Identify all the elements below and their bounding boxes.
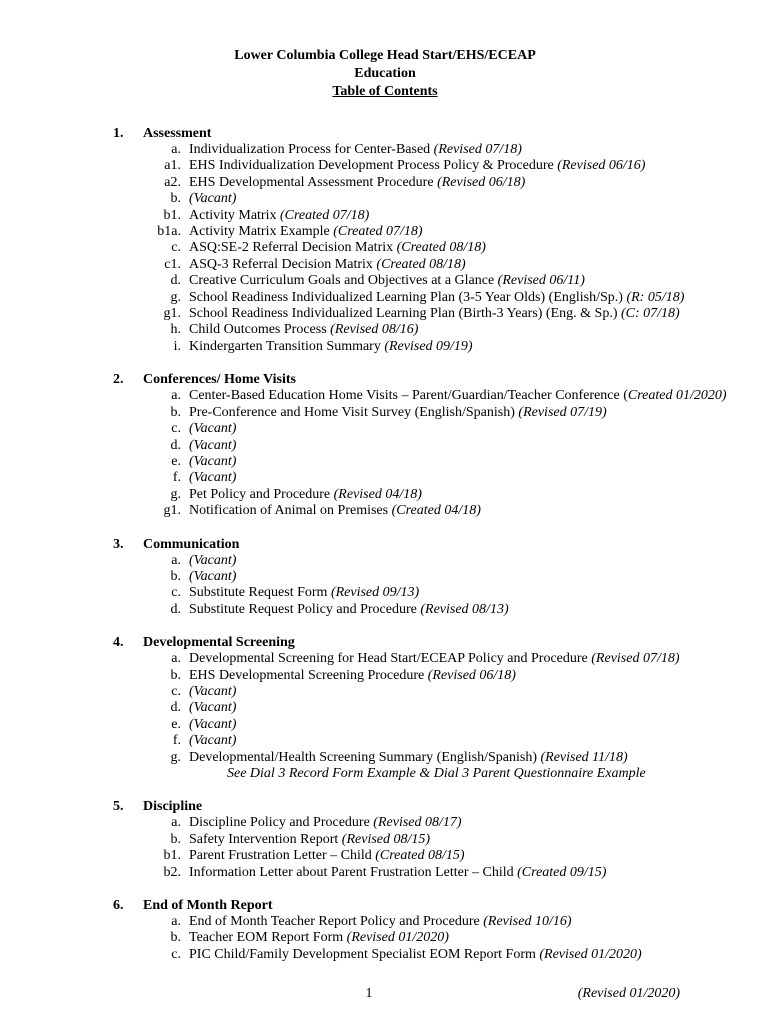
toc-item xyxy=(113,257,753,273)
item-revision: (Revised 06/18) xyxy=(427,667,516,683)
item-label: a. xyxy=(171,651,181,667)
item-revision: (Vacant) xyxy=(189,421,237,437)
item-entry xyxy=(189,651,753,667)
toc-item xyxy=(113,717,753,733)
item-revision: (Revised 11/18) xyxy=(540,749,628,765)
page-number: 1 xyxy=(365,986,373,1001)
toc-item xyxy=(113,569,753,585)
item-revision: (Created 08/18) xyxy=(376,256,466,272)
item-entry xyxy=(189,273,753,289)
item-label: i. xyxy=(173,338,181,354)
item-title: Developmental Screening for Head Start/ECEAP Policy and Procedure xyxy=(189,651,592,667)
item-entry xyxy=(189,503,753,519)
section-title: End of Month Report xyxy=(143,898,273,914)
toc-item xyxy=(113,930,753,946)
item-label: f. xyxy=(172,733,181,749)
item-entry xyxy=(189,733,753,749)
item-entry xyxy=(189,208,753,224)
item-entry xyxy=(189,224,753,240)
item-label: a1. xyxy=(164,158,181,174)
toc-item xyxy=(113,553,753,569)
item-entry xyxy=(189,668,753,684)
item-title: School Readiness Individualized Learning Plan (3-5 Year Olds) (English/Sp.) xyxy=(189,289,627,305)
toc-section xyxy=(113,536,753,619)
toc-item xyxy=(113,191,753,207)
item-label: g1. xyxy=(163,306,181,322)
toc-item xyxy=(113,832,753,848)
toc-item xyxy=(113,454,753,470)
item-entry xyxy=(189,454,753,470)
toc-item xyxy=(113,339,753,355)
item-label: d. xyxy=(170,437,181,453)
section-heading xyxy=(113,371,753,388)
item-label: b1. xyxy=(163,848,181,864)
toc-section xyxy=(113,798,753,881)
item-revision: (Vacant) xyxy=(189,683,237,699)
toc-item xyxy=(113,224,753,240)
item-label: e. xyxy=(171,716,181,732)
item-revision: (Created 04/18) xyxy=(391,503,481,519)
item-label: a. xyxy=(171,388,181,404)
toc-item xyxy=(113,684,753,700)
item-revision: (Created 08/15) xyxy=(375,848,465,864)
item-entry xyxy=(189,815,753,831)
toc-item xyxy=(113,668,753,684)
section-title: Conferences/ Home Visits xyxy=(143,372,296,388)
toc-item xyxy=(113,487,753,503)
section-heading xyxy=(113,798,753,815)
item-label: b2. xyxy=(163,864,181,880)
toc-item xyxy=(113,405,753,421)
toc-item xyxy=(113,750,753,766)
toc-item xyxy=(113,470,753,486)
item-label: f. xyxy=(172,470,181,486)
item-entry xyxy=(189,257,753,273)
item-entry xyxy=(189,717,753,733)
item-revision: Created 01/2020) xyxy=(627,388,727,404)
toc-item xyxy=(113,273,753,289)
toc-item xyxy=(113,290,753,306)
item-revision: (Vacant) xyxy=(189,716,237,732)
item-entry xyxy=(189,405,753,421)
item-label: b. xyxy=(170,191,181,207)
item-label: d. xyxy=(170,273,181,289)
item-label: e. xyxy=(171,453,181,469)
item-title: EHS Developmental Assessment Procedure xyxy=(189,174,438,190)
item-entry xyxy=(189,684,753,700)
item-revision: (Revised 08/13) xyxy=(420,601,509,617)
header-organization: Lower Columbia College Head Start/EHS/ECEAP xyxy=(234,48,536,63)
toc-item xyxy=(113,421,753,437)
item-entry xyxy=(189,848,753,864)
item-entry xyxy=(189,290,753,306)
item-revision: (Created 07/18) xyxy=(280,207,370,223)
item-label: c. xyxy=(171,683,181,699)
item-label: a. xyxy=(171,552,181,568)
section-title: Assessment xyxy=(143,126,212,141)
item-revision: (Vacant) xyxy=(189,437,237,453)
toc-item xyxy=(113,175,753,191)
item-entry xyxy=(189,930,753,946)
item-title: Substitute Request Policy and Procedure xyxy=(189,601,421,617)
item-entry xyxy=(189,306,753,322)
item-revision: (Vacant) xyxy=(189,453,237,469)
item-revision: (C: 07/18) xyxy=(620,306,680,322)
section-number: 2. xyxy=(113,372,124,388)
document-header xyxy=(0,47,770,101)
section-title: Discipline xyxy=(143,799,203,815)
toc-item xyxy=(113,158,753,174)
item-title: PIC Child/Family Development Specialist EOM Report Form xyxy=(189,946,540,962)
section-title: Developmental Screening xyxy=(143,635,295,651)
item-revision: (Vacant) xyxy=(189,191,237,207)
item-revision: (Revised 09/19) xyxy=(384,338,473,354)
item-label: c. xyxy=(171,946,181,962)
item-revision: (Revised 09/13) xyxy=(330,585,420,601)
item-title: Parent Frustration Letter – Child xyxy=(189,848,376,864)
item-label: g. xyxy=(170,486,181,502)
item-revision: (Vacant) xyxy=(189,568,237,584)
section-number: 5. xyxy=(113,799,124,815)
item-title: EHS Developmental Screening Procedure xyxy=(189,667,428,683)
item-revision: (Vacant) xyxy=(189,700,237,716)
item-title: End of Month Teacher Report Policy and Procedure xyxy=(189,914,484,930)
item-label: b1. xyxy=(163,207,181,223)
toc-item xyxy=(113,651,753,667)
item-revision: (Revised 07/18) xyxy=(433,142,522,157)
section-title: Communication xyxy=(143,536,240,552)
item-label: d. xyxy=(170,601,181,617)
item-entry xyxy=(189,487,753,503)
item-label: b. xyxy=(170,568,181,584)
item-title: Pet Policy and Procedure xyxy=(189,486,334,502)
item-revision: (Created 08/18) xyxy=(396,240,486,256)
toc-section xyxy=(113,371,753,519)
toc-item xyxy=(113,438,753,454)
item-entry xyxy=(189,700,753,716)
item-entry xyxy=(189,832,753,848)
item-title: ASQ-3 Referral Decision Matrix xyxy=(189,256,377,272)
item-entry xyxy=(189,914,753,930)
item-entry xyxy=(189,470,753,486)
item-title: Safety Intervention Report xyxy=(189,831,342,847)
item-label: c. xyxy=(171,240,181,256)
item-entry xyxy=(189,585,753,601)
item-label: a. xyxy=(171,914,181,930)
toc-item xyxy=(113,208,753,224)
item-title: Individualization Process for Center-Based xyxy=(189,142,434,157)
toc-item xyxy=(113,947,753,963)
toc-section xyxy=(113,897,753,963)
section-number: 6. xyxy=(113,898,124,914)
item-revision: (Created 07/18) xyxy=(333,224,423,240)
item-label: g. xyxy=(170,289,181,305)
toc-item xyxy=(113,733,753,749)
item-entry xyxy=(189,339,753,355)
item-entry xyxy=(189,750,753,766)
section-heading xyxy=(113,125,753,142)
toc-item xyxy=(113,322,753,338)
item-label: b1a. xyxy=(157,224,181,240)
item-revision: (Revised 01/2020) xyxy=(346,930,449,946)
item-entry xyxy=(189,569,753,585)
toc-item xyxy=(113,848,753,864)
item-title: Teacher EOM Report Form xyxy=(189,930,347,946)
item-label: g. xyxy=(170,749,181,765)
item-label: a. xyxy=(171,815,181,831)
item-revision: (Revised 08/15) xyxy=(341,831,431,847)
toc-item xyxy=(113,388,753,404)
item-entry xyxy=(189,240,753,256)
item-revision: (Revised 06/11) xyxy=(497,273,585,289)
item-title: Kindergarten Transition Summary xyxy=(189,338,385,354)
toc-item xyxy=(113,815,753,831)
item-title: Discipline Policy and Procedure xyxy=(189,815,374,831)
item-label: a. xyxy=(171,142,181,157)
item-revision: (Vacant) xyxy=(189,470,237,486)
item-entry xyxy=(189,191,753,207)
item-revision: (Revised 06/18) xyxy=(437,174,526,190)
section-heading xyxy=(113,634,753,651)
toc-item xyxy=(113,914,753,930)
item-label: c1. xyxy=(164,256,181,272)
item-entry xyxy=(189,602,753,618)
item-revision: (Revised 10/16) xyxy=(483,914,572,930)
item-revision: (Vacant) xyxy=(189,552,237,568)
item-entry xyxy=(189,421,753,437)
item-revision: (Revised 04/18) xyxy=(333,486,422,502)
item-title: ASQ:SE-2 Referral Decision Matrix xyxy=(189,240,397,256)
toc-item xyxy=(113,142,753,158)
item-label: b. xyxy=(170,930,181,946)
item-label: b. xyxy=(170,831,181,847)
toc-item xyxy=(113,602,753,618)
item-title: Information Letter about Parent Frustration Letter – Child xyxy=(189,864,518,880)
item-title: Pre-Conference and Home Visit Survey (English/Spanish) xyxy=(189,404,519,420)
item-revision: (Revised 08/17) xyxy=(373,815,462,831)
item-entry xyxy=(189,322,753,338)
section-heading xyxy=(113,536,753,553)
item-revision: (Revised 07/18) xyxy=(591,651,680,667)
footer-revision: (Revised 01/2020) xyxy=(577,986,680,1001)
item-title: Substitute Request Form xyxy=(189,585,331,601)
item-title: Notification of Animal on Premises xyxy=(189,503,392,519)
item-label: b. xyxy=(170,667,181,683)
item-revision: (Vacant) xyxy=(189,733,237,749)
item-title: School Readiness Individualized Learning Plan (Birth-3 Years) (Eng. & Sp.) xyxy=(189,306,621,322)
item-entry xyxy=(189,388,753,404)
item-title: EHS Individualization Development Process Policy & Procedure xyxy=(189,158,558,174)
item-label: a2. xyxy=(164,174,181,190)
item-entry xyxy=(189,947,753,963)
item-entry xyxy=(189,175,753,191)
toc-item xyxy=(113,865,753,881)
item-label: g1. xyxy=(163,503,181,519)
header-department: Education xyxy=(354,66,416,81)
item-label: h. xyxy=(170,322,181,338)
header-toc-title: Table of Contents xyxy=(332,84,438,99)
item-entry xyxy=(189,142,753,158)
item-entry xyxy=(189,553,753,569)
section-note: See Dial 3 Record Form Example & Dial 3 Parent Questionnaire Example xyxy=(227,766,646,781)
toc-sections xyxy=(113,125,753,979)
toc-item xyxy=(113,240,753,256)
item-label: c. xyxy=(171,421,181,437)
item-label: d. xyxy=(170,700,181,716)
toc-item xyxy=(113,585,753,601)
item-title: Child Outcomes Process xyxy=(189,322,331,338)
item-label: c. xyxy=(171,585,181,601)
section-heading xyxy=(113,897,753,914)
item-revision: (Revised 06/16) xyxy=(557,158,646,174)
section-number: 4. xyxy=(113,635,124,651)
item-revision: (R: 05/18) xyxy=(626,289,685,305)
item-title: Creative Curriculum Goals and Objectives at a Glance xyxy=(189,273,498,289)
item-entry xyxy=(189,158,753,174)
item-revision: (Created 09/15) xyxy=(517,864,607,880)
item-entry xyxy=(189,438,753,454)
section-number: 3. xyxy=(113,536,124,552)
section-number: 1. xyxy=(113,126,124,141)
toc-item xyxy=(113,700,753,716)
item-title: Developmental/Health Screening Summary (English/Spanish) xyxy=(189,749,541,765)
item-entry xyxy=(189,865,753,881)
item-revision: (Revised 07/19) xyxy=(518,404,607,420)
toc-section xyxy=(113,634,753,782)
item-title: Activity Matrix Example xyxy=(189,224,334,240)
toc-section xyxy=(113,125,753,355)
item-label: b. xyxy=(170,404,181,420)
toc-item xyxy=(113,306,753,322)
item-revision: (Revised 08/16) xyxy=(330,322,419,338)
item-title: Center-Based Education Home Visits – Parent/Guardian/Teacher Conference ( xyxy=(189,388,628,404)
toc-item xyxy=(113,503,753,519)
item-title: Activity Matrix xyxy=(189,207,280,223)
item-revision: (Revised 01/2020) xyxy=(539,946,642,962)
